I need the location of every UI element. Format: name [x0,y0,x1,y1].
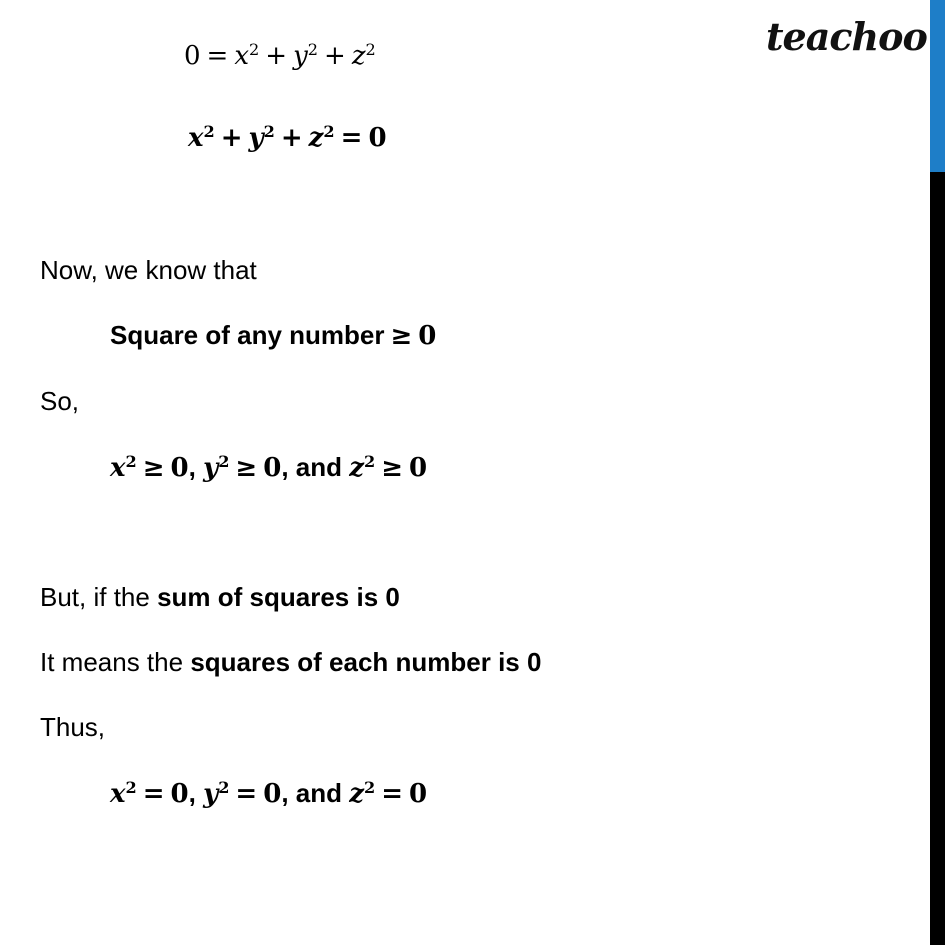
result-y-exp: 2 [218,778,230,798]
eq2-rhs: 0 [368,123,387,153]
square-fact-geq: ≥ [390,321,413,351]
result-zero-1: 0 [170,779,189,809]
eq1-z: z [351,41,366,71]
eq1-lhs: 0 [184,41,201,71]
eq2-equals: = [340,123,363,153]
ineq-geq-3: ≥ [381,453,403,483]
means-bold: squares of each number is 0 [190,647,542,677]
equation-line-1 [184,40,376,72]
ineq-y-exp: 2 [218,452,230,472]
ineq-geq-1: ≥ [142,453,165,483]
so-text: So, [40,386,80,416]
right-edge-accent [930,0,945,172]
equation-line-2 [188,122,387,154]
but-bold: sum of squares is 0 [157,582,400,612]
means-line [40,646,541,678]
thus-text: Thus, [40,712,106,742]
eq2-plus-2: + [280,123,303,153]
eq1-plus-2: + [324,41,346,71]
teachoo-logo: teachoo [766,14,927,59]
eq2-x-exp: 2 [203,122,215,142]
eq1-equals: = [206,41,229,71]
square-fact-line [110,319,436,352]
result-eq-2: = [235,779,258,809]
ineq-z-exp: 2 [363,452,376,472]
means-text: It means the [40,647,191,677]
ineq-z: z [349,453,364,483]
result-zero-2: 0 [263,779,282,809]
ineq-comma: , [188,452,196,482]
eq2-plus-1: + [220,123,243,153]
eq1-z-exp: 2 [365,40,376,60]
ineq-y: y [203,453,219,483]
eq1-y: y [293,41,308,71]
eq2-x: x [188,123,204,153]
ineq-zero-3: 0 [409,453,428,483]
square-fact-rhs: 0 [418,321,437,351]
eq1-x-exp: 2 [249,40,260,60]
eq2-z-exp: 2 [323,122,335,142]
ineq-x-exp: 2 [125,452,137,472]
result-x: x [110,779,126,809]
result-y: y [203,779,219,809]
square-fact-text: Square of any number [110,320,385,350]
result-comma: , [188,778,196,808]
eq2-y: y [248,123,264,153]
result-line [110,777,427,810]
eq2-y-exp: 2 [263,122,275,142]
ineq-zero-2: 0 [263,453,282,483]
ineq-and: , and [281,452,342,482]
inequality-line [110,451,427,484]
ineq-geq-2: ≥ [235,453,258,483]
result-zero-3: 0 [409,779,428,809]
result-eq-1: = [142,779,165,809]
but-text: But, if the [40,582,158,612]
but-line [40,581,400,613]
ineq-x: x [110,453,126,483]
eq2-z: z [308,123,324,153]
ineq-zero-1: 0 [170,453,189,483]
result-and: , and [281,778,342,808]
result-eq-3: = [381,779,403,809]
eq1-x: x [234,41,250,71]
result-x-exp: 2 [125,778,137,798]
eq1-plus-1: + [265,41,288,71]
result-z: z [349,779,364,809]
now-text: Now, we know that [40,255,257,285]
result-z-exp: 2 [363,778,376,798]
eq1-y-exp: 2 [307,40,319,60]
